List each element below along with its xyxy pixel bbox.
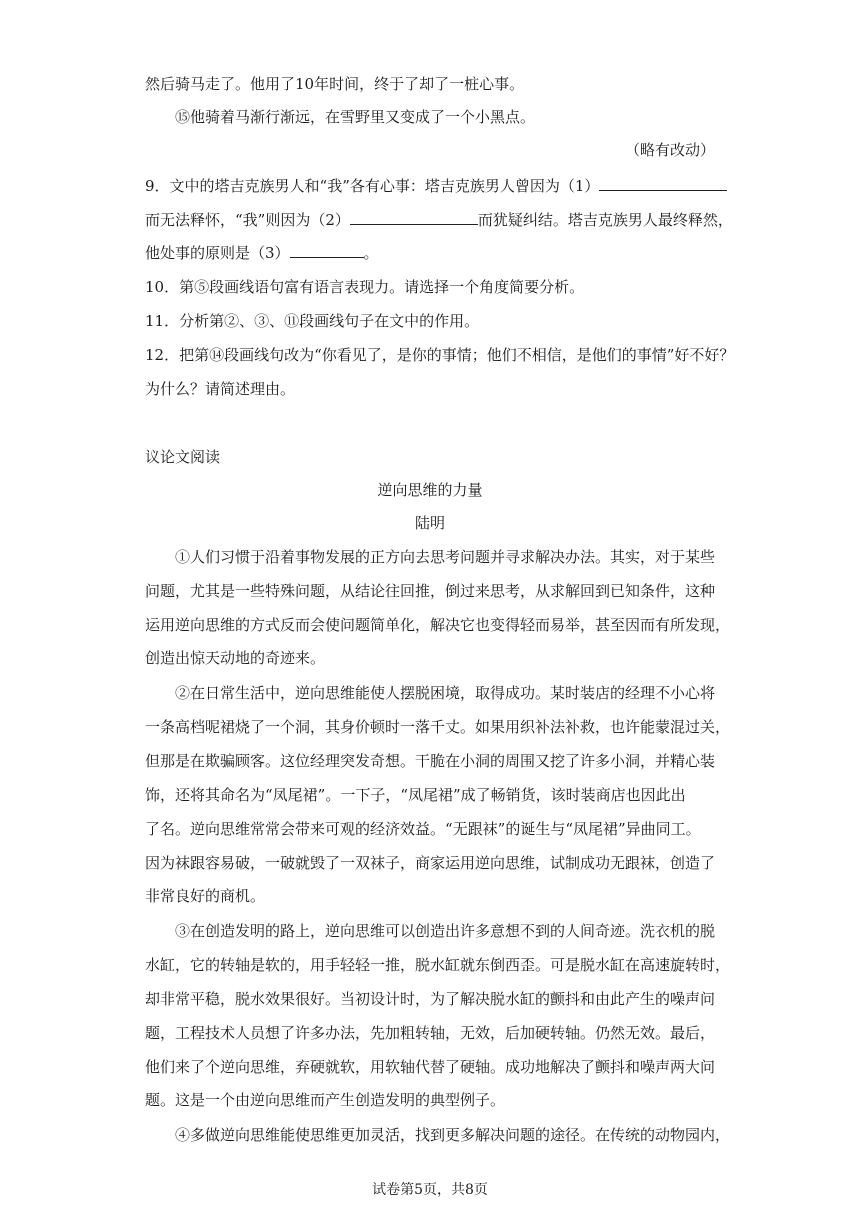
question-12-line-1: 12．把第⑭段画线句改为“你看见了，是你的事情；他们不相信，是他们的事情”好不好？ [145, 346, 735, 364]
question-9-text-3: 而犹疑纠结。塔吉克族男人最终释然， [477, 211, 733, 229]
question-11: 11．分析第②、③、⑪段画线句子在文中的作用。 [145, 312, 480, 330]
paragraph-1-line-1: ①人们习惯于沿着事物发展的正方向去思考问题并寻求解决办法。其实，对于某些 [175, 548, 716, 566]
question-9-line-1 [145, 176, 715, 196]
paragraph-2-line-2: 一条高档呢裙烧了一个洞，其身价顿时一落千丈。如果用织补法补救，也许能蒙混过关， [145, 718, 731, 736]
paragraph-3-line-4: 题，工程技术人员想了许多办法，先加粗转轴，无效，后加硬转轴。仍然无效。最后， [145, 1024, 716, 1042]
story-ending-line-1: 然后骑马走了。他用了10年时间，终于了却了一桩心事。 [145, 75, 525, 93]
question-10: 10．第⑤段画线语句富有语言表现力。请选择一个角度简要分析。 [145, 278, 585, 296]
adaptation-note: （略有改动） [624, 141, 715, 159]
answer-blank-2 [350, 210, 478, 225]
paragraph-3-line-3: 却非常平稳，脱水效果很好。当初设计时，为了解决脱水缸的颤抖和由此产生的噪声问 [145, 990, 716, 1008]
paragraph-2-line-7: 非常良好的商机。 [145, 887, 266, 905]
paragraph-3-line-6: 题。这是一个由逆向思维而产生创造发明的典型例子。 [145, 1091, 506, 1109]
paragraph-3-line-1: ③在创造发明的路上，逆向思维可以创造出许多意想不到的人间奇迹。洗衣机的脱 [175, 922, 716, 940]
question-12-line-2: 为什么？请简述理由。 [145, 380, 296, 398]
question-9-text-5: 。 [363, 244, 379, 262]
answer-blank-3 [290, 243, 364, 258]
paragraph-2-line-6: 因为袜跟容易破，一破就毁了一双袜子，商家运用逆向思维，试制成功无跟袜，创造了 [145, 854, 716, 872]
paragraph-2-line-3: 但那是在欺骗顾客。这位经理突发奇想。干脆在小洞的周围又挖了许多小洞，并精心装 [145, 752, 716, 770]
paragraph-3-line-2: 水缸，它的转轴是软的，用手轻轻一推，脱水缸就东倒西歪。可是脱水缸在高速旋转时， [145, 956, 731, 974]
question-9-text-1: 9．文中的塔吉克族男人和“我”各有心事：塔吉克族男人曾因为（1） [145, 177, 600, 195]
question-9-line-2 [145, 210, 733, 230]
article-title: 逆向思维的力量 [377, 481, 483, 499]
page-footer: 试卷第5页，共8页 [372, 1182, 488, 1198]
paragraph-4-line-1: ④多做逆向思维能使思维更加灵活，找到更多解决问题的途径。在传统的动物园内， [175, 1126, 731, 1144]
question-9-line-3 [145, 243, 715, 263]
paragraph-1-line-3: 运用逆向思维的方式反而会使问题简单化，解决它也变得轻而易举，甚至因而有所发现， [145, 616, 731, 634]
paragraph-1-line-4: 创造出惊天动地的奇迹来。 [145, 649, 326, 667]
paragraph-1-line-2: 问题，尤其是一些特殊问题，从结论往回推，倒过来思考，从求解回到已知条件，这种 [145, 582, 716, 600]
paragraph-2-line-4: 饰，还将其命名为“凤尾裙”。一下子，“凤尾裙”成了畅销货，该时装商店也因此出 [145, 786, 686, 804]
question-9-text-4: 他处事的原则是（3） [145, 244, 290, 262]
paragraph-2-line-5: 了名。逆向思维常常会带来可观的经济效益。“无跟袜”的诞生与“凤尾裙”异曲同工。 [145, 820, 701, 838]
section-label: 议论文阅读 [145, 448, 221, 466]
story-paragraph-15: ⑮他骑着马渐行渐远，在雪野里又变成了一个小黑点。 [175, 108, 536, 126]
paragraph-3-line-5: 他们来了个逆向思维，弃硬就软，用软轴代替了硬轴。成功地解决了颤抖和噪声两大问 [145, 1058, 716, 1076]
answer-blank-1 [599, 176, 727, 191]
article-author: 陆明 [414, 514, 445, 532]
question-9-text-2: 而无法释怀，“我”则因为（2） [145, 211, 350, 229]
paragraph-2-line-1: ②在日常生活中，逆向思维能使人摆脱困境，取得成功。某时装店的经理不小心将 [175, 684, 716, 702]
